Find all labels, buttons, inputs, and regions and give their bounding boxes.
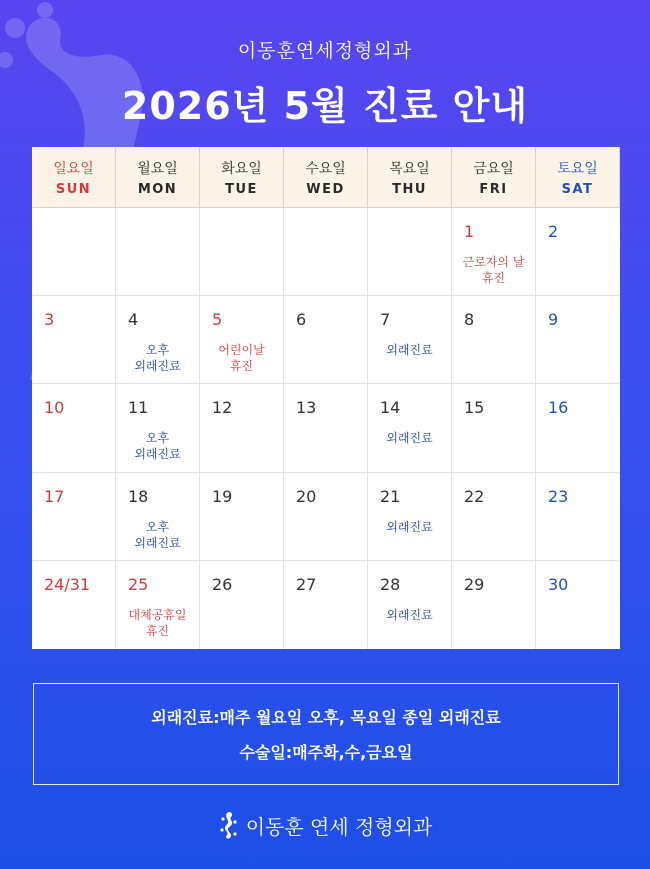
weekday-header-sat bbox=[536, 147, 620, 208]
weekday-korean: 금요일 bbox=[473, 160, 514, 177]
calendar-day-cell bbox=[536, 561, 620, 649]
day-number: 11 bbox=[128, 398, 149, 418]
clinic-name: 이동훈연세정형외과 bbox=[237, 40, 413, 62]
weekday-english: SAT bbox=[561, 181, 594, 197]
calendar-day-cell bbox=[116, 208, 200, 296]
weekday-english: WED bbox=[306, 181, 345, 197]
day-number: 9 bbox=[548, 310, 559, 330]
header bbox=[0, 36, 650, 130]
calendar-day-cell bbox=[452, 473, 536, 561]
calendar-day-cell bbox=[536, 208, 620, 296]
calendar-day-cell bbox=[368, 561, 452, 649]
day-number: 2 bbox=[548, 222, 559, 241]
day-note: 대체공휴일 휴진 bbox=[128, 607, 187, 638]
weekday-header-thu bbox=[368, 147, 452, 208]
day-number: 6 bbox=[296, 310, 307, 330]
day-number: 1 bbox=[464, 222, 475, 241]
calendar-day-cell bbox=[116, 561, 200, 649]
weekday-korean: 수요일 bbox=[305, 160, 346, 177]
day-note: 외래진료 bbox=[386, 431, 433, 446]
day-number: 25 bbox=[128, 574, 149, 594]
weekday-english: SUN bbox=[55, 181, 92, 197]
day-number: 29 bbox=[464, 574, 485, 594]
calendar-day-cell bbox=[32, 384, 116, 472]
weekday-header-sun bbox=[32, 147, 116, 208]
day-number: 17 bbox=[44, 486, 65, 506]
day-number: 22 bbox=[464, 486, 485, 506]
day-number: 28 bbox=[380, 574, 401, 594]
weekday-english: THU bbox=[392, 181, 427, 197]
calendar-day-cell bbox=[116, 296, 200, 384]
outpatient-info: 외래진료:매주 월요일 오후, 목요일 종일 외래진료 bbox=[151, 708, 501, 727]
day-number: 21 bbox=[380, 486, 401, 506]
page-title: 2026년 5월 진료 안내 bbox=[121, 84, 529, 128]
day-number: 23 bbox=[548, 486, 569, 506]
day-number: 15 bbox=[464, 398, 485, 418]
calendar-day-cell bbox=[116, 384, 200, 472]
calendar-day-cell bbox=[32, 296, 116, 384]
calendar-day-cell bbox=[284, 384, 368, 472]
calendar-day-cell bbox=[368, 473, 452, 561]
calendar-day-cell bbox=[200, 296, 284, 384]
calendar-day-cell bbox=[200, 384, 284, 472]
calendar-day-cell bbox=[452, 384, 536, 472]
calendar-day-cell bbox=[284, 296, 368, 384]
calendar-day-cell bbox=[32, 208, 116, 296]
gecko-logo-icon bbox=[218, 810, 240, 840]
day-note: 오후 외래진료 bbox=[134, 343, 181, 374]
day-number: 27 bbox=[296, 574, 317, 594]
day-number: 20 bbox=[296, 486, 317, 506]
day-number: 12 bbox=[212, 398, 233, 418]
calendar-day-cell bbox=[32, 473, 116, 561]
calendar-day-cell bbox=[452, 561, 536, 649]
day-note: 오후 외래진료 bbox=[134, 431, 181, 462]
day-number: 3 bbox=[44, 310, 55, 330]
day-number: 24/31 bbox=[44, 574, 91, 594]
footer-clinic-name: 이동훈 연세 정형외과 bbox=[245, 814, 433, 839]
weekday-header-tue bbox=[200, 147, 284, 208]
weekday-korean: 토요일 bbox=[557, 160, 598, 177]
weekday-korean: 화요일 bbox=[221, 160, 262, 177]
weekday-english: FRI bbox=[479, 181, 508, 197]
calendar-day-cell bbox=[536, 384, 620, 472]
surgery-info: 수술일:매주화,수,금요일 bbox=[239, 743, 413, 762]
day-number: 16 bbox=[548, 398, 569, 418]
weekday-header-fri bbox=[452, 147, 536, 208]
day-number: 18 bbox=[128, 486, 149, 506]
weekday-korean: 일요일 bbox=[53, 160, 94, 177]
weekday-header-mon bbox=[116, 147, 200, 208]
weekday-header-wed bbox=[284, 147, 368, 208]
calendar-day-cell bbox=[452, 208, 536, 296]
day-number: 14 bbox=[380, 398, 401, 418]
day-note: 근로자의 날 휴진 bbox=[462, 255, 525, 285]
calendar-day-cell bbox=[32, 561, 116, 649]
day-number: 13 bbox=[296, 398, 317, 418]
day-note: 어린이날 휴진 bbox=[218, 343, 265, 374]
calendar-day-cell bbox=[368, 384, 452, 472]
info-box bbox=[33, 683, 619, 785]
calendar-day-cell bbox=[368, 208, 452, 296]
day-note: 외래진료 bbox=[386, 343, 433, 358]
weekday-english: TUE bbox=[225, 181, 258, 197]
calendar-day-cell bbox=[536, 473, 620, 561]
weekday-korean: 목요일 bbox=[389, 160, 430, 177]
calendar-day-cell bbox=[200, 208, 284, 296]
calendar-grid bbox=[32, 147, 620, 649]
day-number: 10 bbox=[44, 398, 65, 418]
day-number: 5 bbox=[212, 310, 223, 330]
calendar-day-cell bbox=[116, 473, 200, 561]
day-number: 26 bbox=[212, 574, 233, 594]
calendar-day-cell bbox=[284, 473, 368, 561]
day-number: 7 bbox=[380, 310, 391, 330]
calendar-day-cell bbox=[200, 473, 284, 561]
footer bbox=[0, 810, 650, 840]
day-number: 4 bbox=[128, 310, 139, 330]
weekday-english: MON bbox=[137, 181, 178, 197]
day-note: 외래진료 bbox=[386, 607, 433, 622]
day-number: 30 bbox=[548, 574, 569, 594]
calendar-day-cell bbox=[284, 208, 368, 296]
day-number: 19 bbox=[212, 486, 233, 506]
day-number: 8 bbox=[464, 310, 475, 330]
calendar-day-cell bbox=[200, 561, 284, 649]
day-note: 오후 외래진료 bbox=[134, 519, 181, 550]
calendar-day-cell bbox=[452, 296, 536, 384]
calendar-day-cell bbox=[368, 296, 452, 384]
weekday-korean: 월요일 bbox=[137, 160, 178, 177]
calendar-day-cell bbox=[536, 296, 620, 384]
calendar-day-cell bbox=[284, 561, 368, 649]
day-note: 외래진료 bbox=[386, 519, 433, 534]
